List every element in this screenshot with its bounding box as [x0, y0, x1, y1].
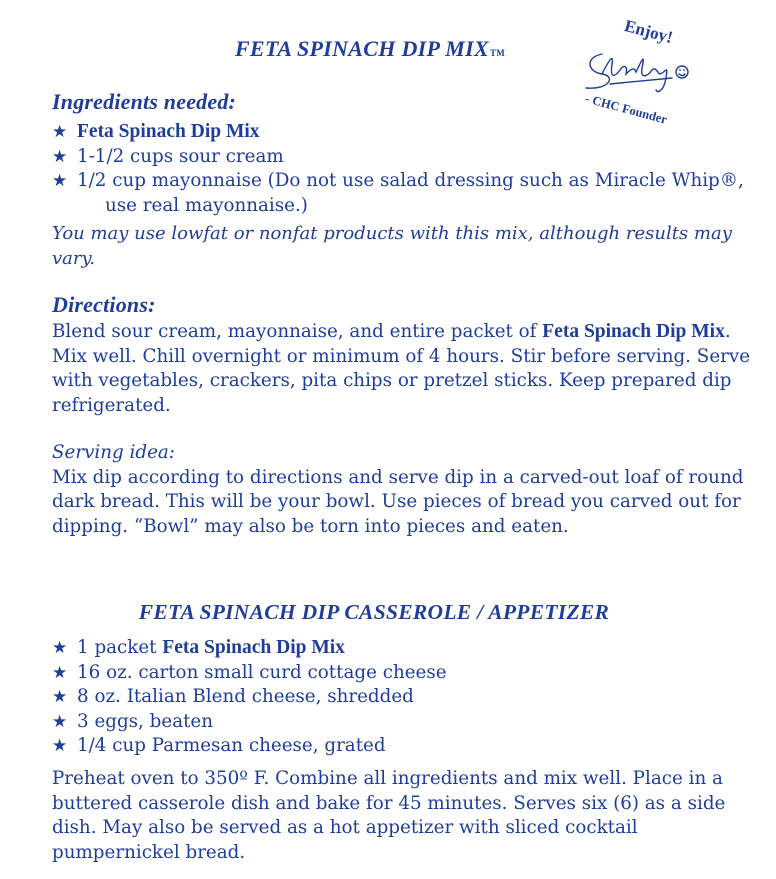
ingredients-heading: Ingredients needed: [52, 89, 237, 114]
star-icon: ★ [52, 171, 68, 192]
serving-section [52, 441, 752, 539]
list-item: ★ 8 oz. Italian Blend cheese, shredded [52, 685, 752, 710]
casserole-ingredients-list [52, 636, 752, 759]
founder-caption: - CHC Founder [583, 91, 669, 127]
directions-heading: Directions: [52, 292, 156, 317]
enjoy-text: Enjoy! [622, 15, 675, 48]
ingredients-list [52, 120, 752, 218]
list-item: ★ 1 packet Feta Spinach Dip Mix [52, 636, 752, 661]
casserole-title: FETA SPINACH DIP CASSEROLE / APPETIZER [138, 600, 610, 624]
casserole-instructions: Preheat oven to 350º F. Combine all ingredients and mix well. Place in a buttered casserole dish and bake for 45 minutes. Serves six (6) as a side dish. May also be served as a hot appetizer with sliced cocktail pumpernickel bread. [52, 767, 726, 863]
lowfat-note: You may use lowfat or nonfat products with this mix, although results may vary. [52, 223, 732, 269]
star-icon: ★ [52, 146, 68, 167]
product-name: Feta Spinach Dip Mix [542, 321, 725, 342]
serving-text: Mix dip according to directions and serve dip in a carved-out loaf of round dark bread. This will be your bowl. Use pieces of bread you carved out for dipping. “Bowl” may also be torn into pieces and eaten. [52, 466, 744, 537]
trademark-mark: TM [489, 48, 506, 58]
list-item: ★ 1/2 cup mayonnaise (Do not use salad dressing such as Miracle Whip®, use real mayonnaise.) [52, 170, 744, 216]
list-item: ★ 16 oz. carton small curd cottage cheese [52, 661, 752, 686]
serving-heading: Serving idea: [52, 442, 175, 463]
product-name: Feta Spinach Dip Mix [162, 637, 345, 658]
recipe-title: FETA SPINACH DIP MIXTM [234, 36, 506, 61]
list-item: ★ 3 eggs, beaten [52, 710, 752, 735]
star-icon: ★ [52, 122, 68, 142]
list-item: ★ 1/4 cup Parmesan cheese, grated [52, 734, 752, 759]
star-icon: ★ [52, 687, 68, 708]
ingredients-section [52, 120, 752, 272]
list-item: ★ 1-1/2 cups sour cream [52, 145, 752, 170]
founder-signature [572, 8, 702, 138]
directions-section [52, 320, 752, 418]
star-icon: ★ [52, 638, 68, 658]
star-icon: ★ [52, 662, 68, 683]
directions-text: Blend sour cream, mayonnaise, and entire packet of Feta Spinach Dip Mix. Mix well. Chill overnight or minimum of 4 hours. Stir before serving. Serve with vegetables, crackers, pita chips or pretzel sticks. Keep prepared dip refrigerated. [52, 321, 751, 416]
star-icon: ★ [52, 711, 68, 732]
star-icon: ★ [52, 736, 68, 757]
list-item: ★ Feta Spinach Dip Mix [52, 120, 752, 145]
casserole-ingredients-section [52, 636, 752, 865]
